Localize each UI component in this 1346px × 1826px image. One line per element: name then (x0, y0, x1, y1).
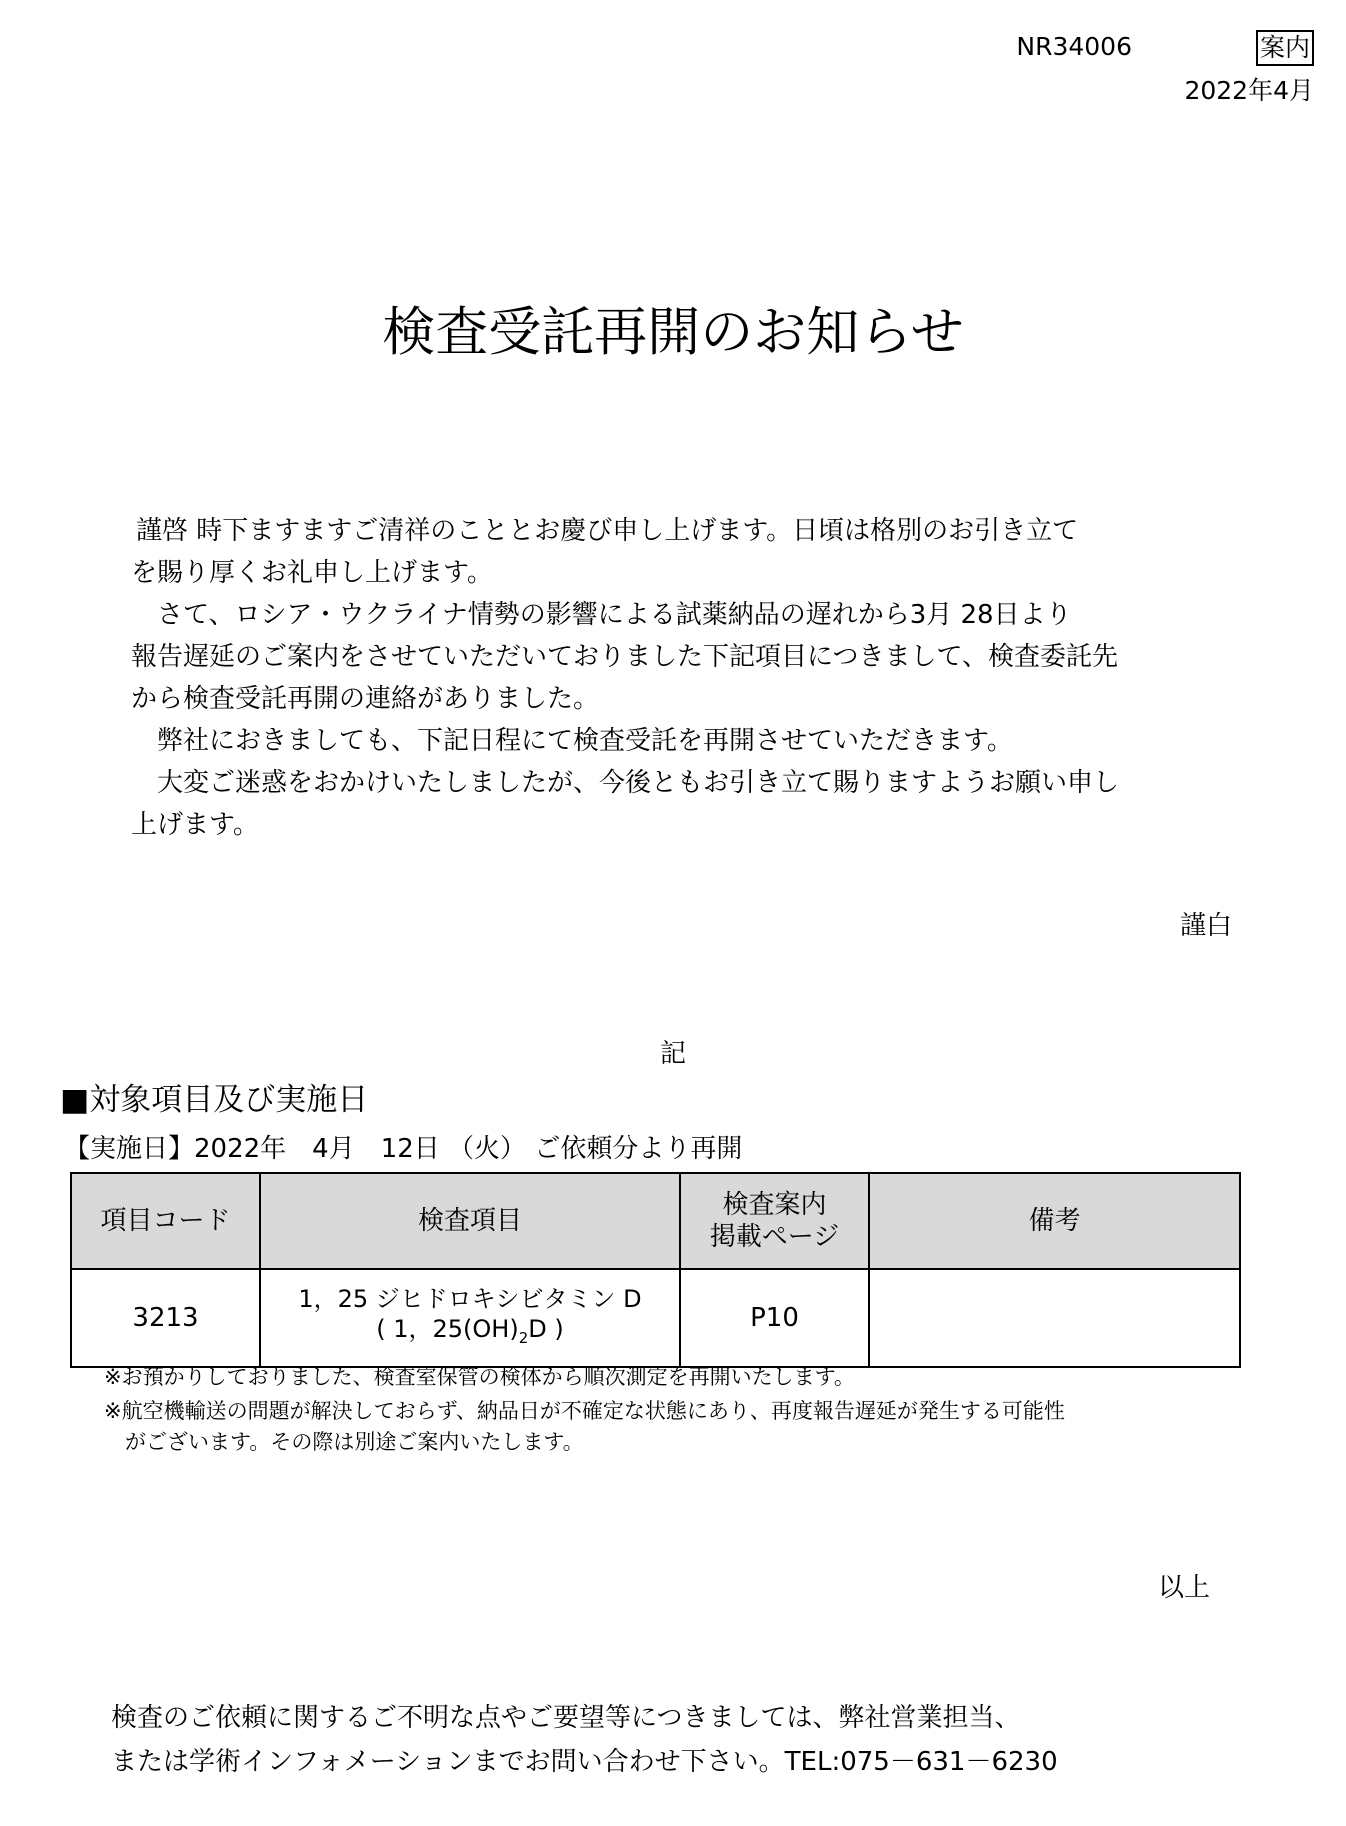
note: ※お預かりしておりました、検査室保管の検体から順次測定を再開いたします。 (104, 1365, 855, 1389)
table-header-row (71, 1173, 1240, 1269)
body-line: を賜り厚くお礼申し上げます。 (131, 558, 493, 588)
cell-test-item (260, 1269, 680, 1367)
body-line: から検査受託再開の連絡がありました。 (131, 684, 600, 714)
test-item-name: 1，25 ジヒドロキシビタミン D (298, 1284, 642, 1313)
body-line: 弊社におきましても、下記日程にて検査受託を再開させていただきます。 (131, 726, 1013, 756)
cell-item-code: 3213 (71, 1269, 260, 1367)
note: がございます。その際は別途ご案内いたします。 (104, 1430, 584, 1454)
body-line: 上げます。 (131, 810, 259, 840)
header-guide-page (680, 1173, 869, 1269)
section-heading: ■対象項目及び実施日 (60, 1082, 369, 1118)
header-item-code: 項目コード (71, 1173, 260, 1269)
page-title: 検査受託再開のお知らせ (382, 302, 964, 363)
ki-mark: 記 (659, 1039, 686, 1069)
body-line: 報告遅延のご案内をさせていただいておりました下記項目につきまして、検査委託先 (131, 642, 1118, 672)
document-date: 2022年4月 (1184, 76, 1314, 105)
document-code: NR34006 (1016, 32, 1132, 61)
test-item-abbrev: ( 1，$25(OH)_2D$ ) (376, 1314, 564, 1347)
note: ※航空機輸送の問題が解決しておらず、納品日が不確定な状態にあり、再度報告遅延が発生する可能性 (104, 1399, 1065, 1423)
end-mark: 以上 (1157, 1573, 1210, 1603)
body-line: 謹啓 時下ますますご清祥のこととお慶び申し上げます。日頃は格別のお引き立て (136, 516, 1079, 546)
table-row (71, 1269, 1240, 1367)
closing-salutation: 謹白 (1179, 911, 1232, 941)
header-guide-page-line1: 検査案内 (722, 1190, 827, 1220)
cell-remarks (869, 1269, 1240, 1367)
header-test-item: 検査項目 (260, 1173, 680, 1269)
header-guide-page-line2: 掲載ページ (709, 1222, 840, 1252)
body-line: さて、ロシア・ウクライナ情勢の影響による試薬納品の遅れから3月 28日より (131, 600, 1072, 630)
body-line: 大変ご迷惑をおかけいたしましたが、今後ともお引き立て賜りますようお願い申し (131, 768, 1120, 798)
footer-line: 検査のご依頼に関するご不明な点やご要望等につきましては、弊社営業担当、 (111, 1703, 1021, 1733)
header-remarks: 備考 (869, 1173, 1240, 1269)
cell-guide-page: P10 (680, 1269, 869, 1367)
items-table (70, 1172, 1241, 1368)
implementation-date: 【実施日】2022年 4月 12日 （火） ご依頼分より再開 (64, 1134, 743, 1164)
footer-contact-line: または学術インフォメーションまでお問い合わせ下さい。TEL:075－631－6230 (111, 1747, 1058, 1777)
document-type-badge: 案内 (1256, 30, 1314, 66)
